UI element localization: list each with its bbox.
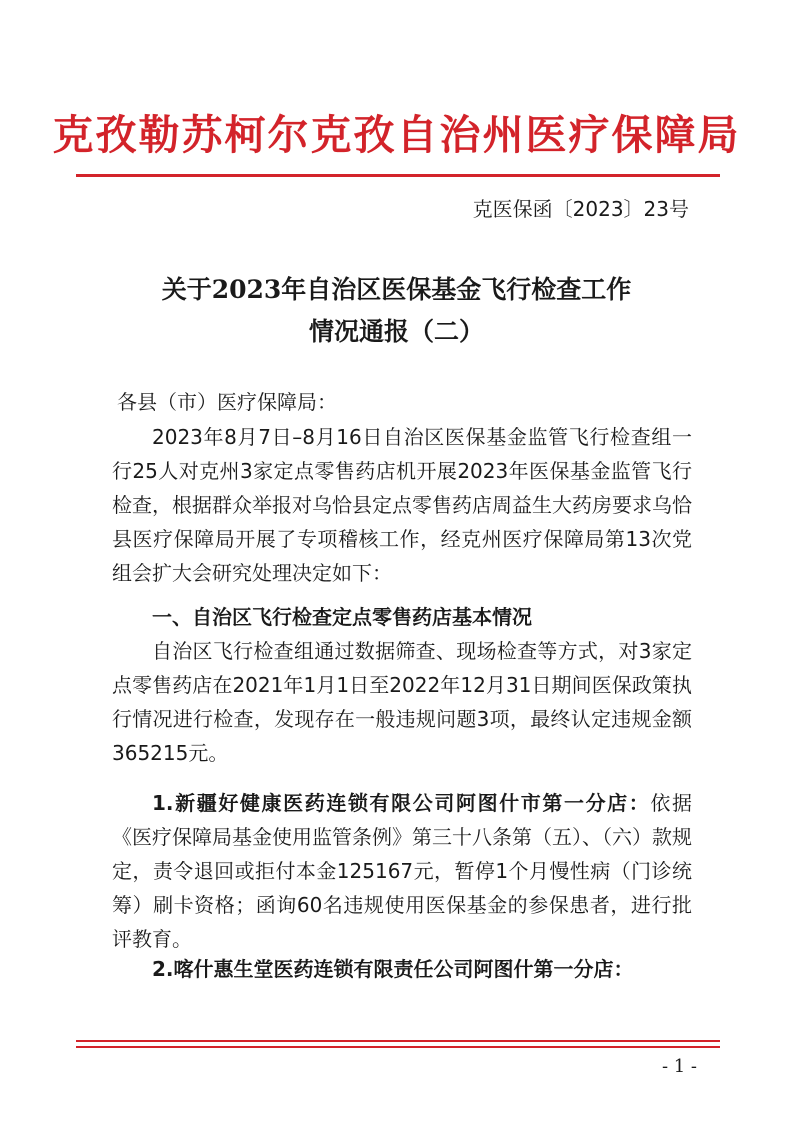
- document-number: 克医保函〔2023〕23号: [472, 197, 689, 221]
- document-title-line2: 情况通报（二）: [308, 317, 484, 346]
- item2-paragraph: [112, 952, 692, 986]
- red-divider-bottom: [76, 1040, 720, 1042]
- page-number: - 1 -: [661, 1056, 697, 1077]
- section1-heading: 一、自治区飞行检查定点零售药店基本情况: [152, 605, 532, 629]
- addressee: 各县（市）医疗保障局：: [117, 390, 337, 414]
- intro-paragraph: 2023年8月7日–8月16日自治区医保基金监管飞行检查组一行25人对克州3家定点零售药店机开展2023年医保基金监管飞行检查，根据群众举报对乌恰县定点零售药店周益生大药房要求乌恰县医疗保障局开展了专项稽核工作，经克州医疗保障局第13次党组会扩大会研究处理决定如下：: [112, 425, 692, 585]
- document-title-line1: 关于2023年自治区医保基金飞行检查工作: [161, 275, 632, 304]
- item2-title: 2.喀什惠生堂医药连锁有限责任公司阿图什第一分店：: [152, 957, 634, 981]
- section1-paragraph: 自治区飞行检查组通过数据筛查、现场检查等方式，对3家定点零售药店在2021年1月1日至2022年12月31日期间医保政策执行情况进行检查，发现存在一般违规问题3项，最终认定违规金额365215元。: [112, 639, 692, 765]
- red-divider-bottom-thin: [76, 1046, 720, 1048]
- item1-paragraph: [112, 786, 692, 956]
- item1-text: 依据《医疗保障局基金使用监管条例》第三十八条第（五）、（六）款规定，责令退回或拒付本金125167元，暂停1个月慢性病（门诊统筹）刷卡资格；函询60名违规使用医保基金的参保患者，进行批评教育。: [112, 791, 693, 951]
- red-divider-top: [76, 174, 720, 177]
- item1-title: 1.新疆好健康医药连锁有限公司阿图什市第一分店：: [152, 791, 651, 815]
- agency-header: 克孜勒苏柯尔克孜自治州医疗保障局: [52, 111, 741, 159]
